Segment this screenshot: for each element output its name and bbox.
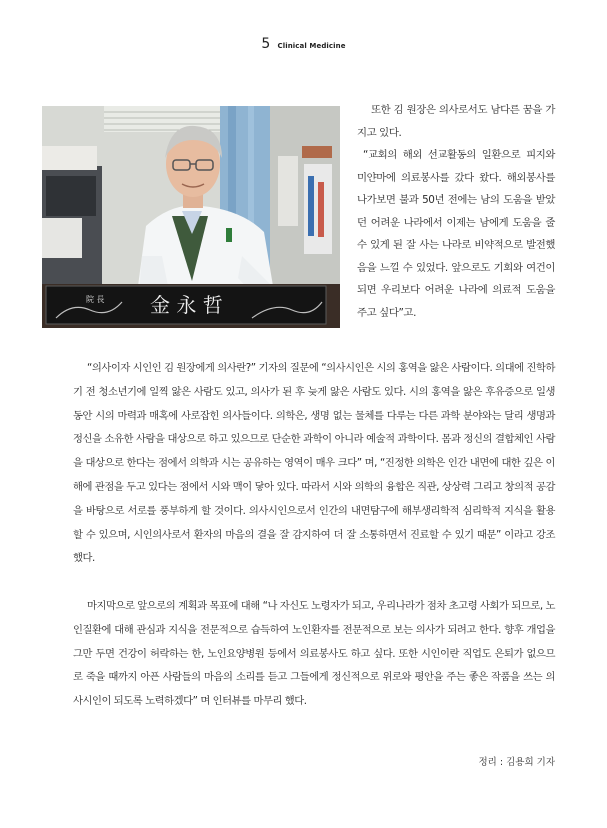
nameplate-name: 金 永 哲 (150, 293, 223, 317)
side-column-text (357, 99, 555, 324)
author-credit: 정리 : 김용희 기자 (478, 757, 555, 768)
nameplate-small-text: 院 長 (86, 295, 105, 304)
side-paragraph-2: “교회의 해외 선교활동의 일환으로 피지와 미얀마에 의료봉사를 갔다 왔다. 해외봉사를 나가보면 불과 50년 전에는 남의 도움을 받았던 어려운 나라에서 이제는 남에게 도움을 줄 수 있게 된 잘 사는 나라로 비약적으로 발전했음을 느낄 수 있었다. 앞으로도 기회와 여건이 되면 우리보다 어려운 나라에 의료적 도움을 주고 싶다”고. (357, 149, 555, 319)
portrait-illustration (42, 106, 340, 328)
body-paragraph-2: 마지막으로 앞으로의 계획과 목표에 대해 “나 자신도 노령자가 되고, 우리나라가 점차 초고령 사회가 되므로, 노인질환에 대해 관심과 지식을 전문적으로 습득하여 노인환자를 전문적으로 보는 의사가 되려고 한다. 향후 개업을 그만 두면 건강이 허락하는 한, 노인요양병원 등에서 의료봉사도 하고 싶다. 또한 시인이란 직업도 은퇴가 없으므로 죽을 때까지 아픈 사람들의 마음의 소리를 듣고 그들에게 정신적으로 위로와 평안을 주는 좋은 작품을 쓰는 의사시인이 되도록 노력하겠다” 며 인터뷰를 마무리 했다. (73, 600, 555, 708)
side-paragraph-1: 또한 김 원장은 의사로서도 남다른 꿈을 가지고 있다. (357, 104, 555, 139)
page-header (0, 36, 607, 52)
section-title: Clinical Medicine (277, 42, 346, 50)
page-number: 5 (261, 36, 271, 52)
body-paragraph-2-container (73, 595, 555, 714)
body-paragraph-1-container (73, 357, 555, 571)
portrait-photo (42, 106, 340, 328)
body-paragraph-1: “의사이자 시인인 김 원장에게 의사란?” 기자의 질문에 “의사시인은 시의 홍역을 앓은 사람이다. 의대에 진학하기 전 청소년기에 일찍 앓은 사람도 있고, 의사가 된 후 늦게 앓은 사람도 있다. 시의 홍역을 앓은 후유증으로 일생 동안 시의 마력과 매혹에 사로잡힌 의사들이다. 의학은, 생명 없는 물체를 다루는 다른 과학 분야와는 달리 생명과 정신을 소유한 사람을 대상으로 하고 있으므로 단순한 과학이 아니라 예술적 과학이다. 몸과 정신의 결합체인 사람을 대상으로 한다는 점에서 의학과 시는 공유하는 영역이 매우 크다” 며, “진정한 의학은 인간 내면에 대한 깊은 이해에 관점을 두고 있다는 점에서 시와 맥이 닿아 있다. 따라서 시와 의학의 융합은 직관, 상상력 그리고 창의적 공감을 바탕으로 서로를 풍부하게 할 것이다. 의사시인으로서 인간의 내면탐구에 해부생리학적 심리학적 지식을 활용할 수 있으며, 시인의사로서 환자의 마음의 결을 잘 감지하여 더 잘 소통하면서 진료할 수 있기 때문” 이라고 강조했다. (73, 362, 555, 565)
